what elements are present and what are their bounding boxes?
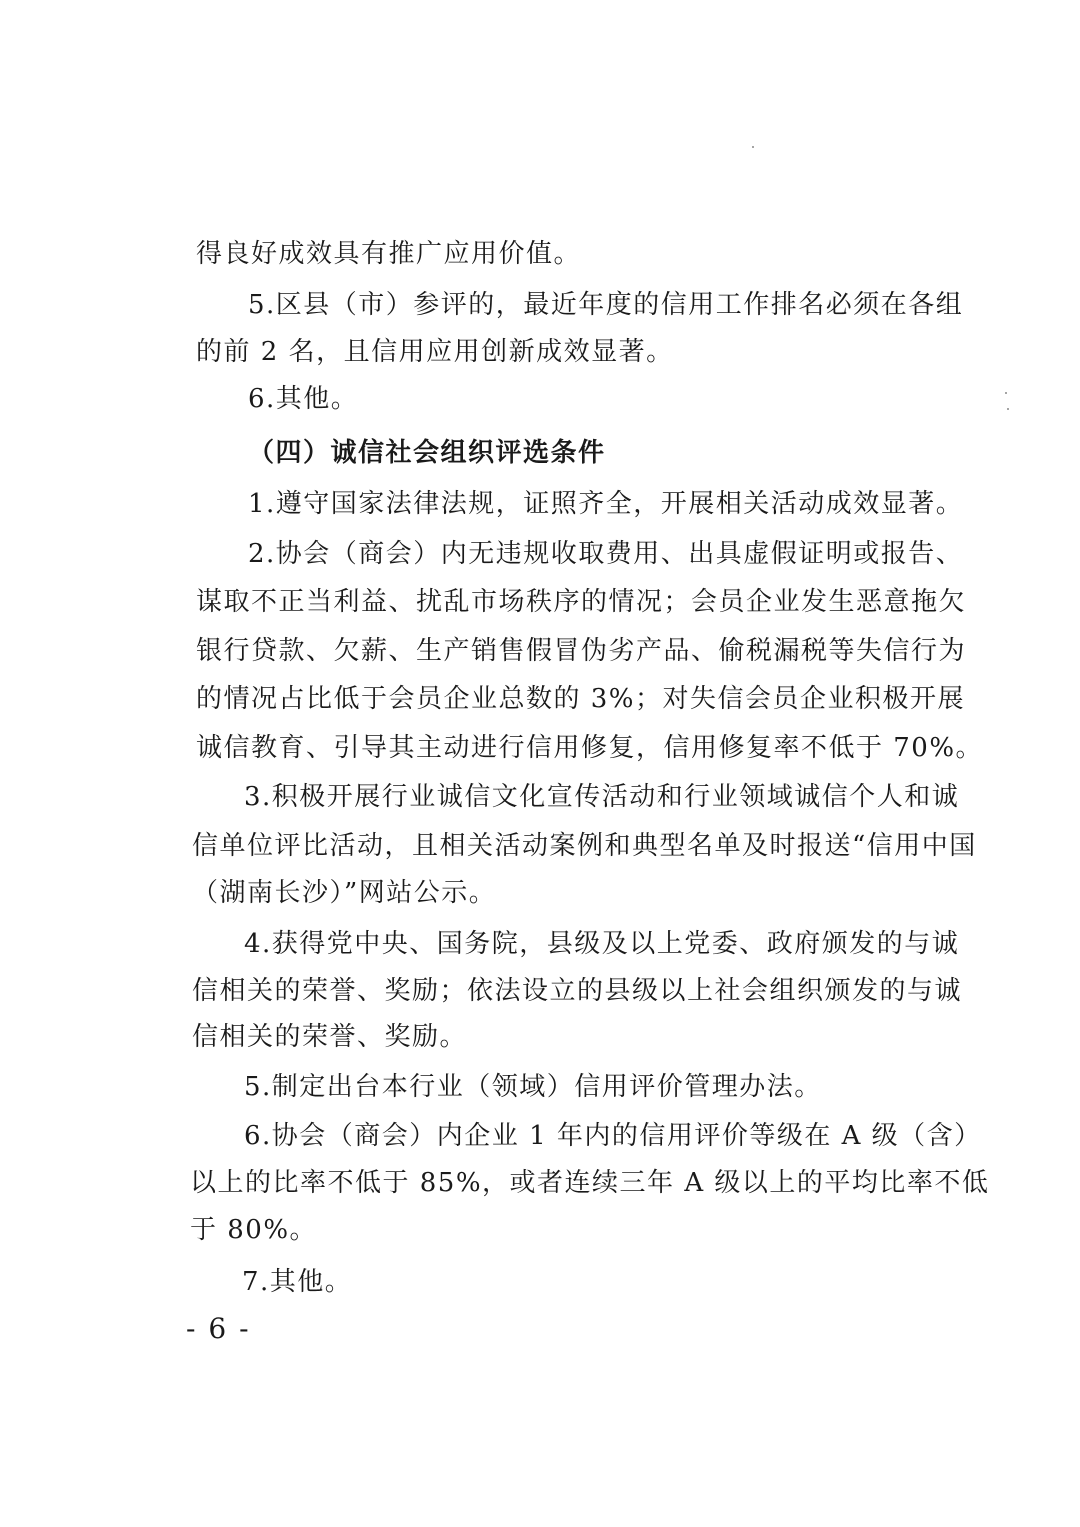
text-line-6: 1.遵守国家法律法规，证照齐全，开展相关活动成效显著。	[248, 489, 964, 519]
text-line-18: 5.制定出台本行业（领域）信用评价管理办法。	[244, 1072, 822, 1102]
text-line-19: 6.协会（商会）内企业 1 年内的信用评价等级在 A 级（含）	[244, 1121, 982, 1151]
text-line-3: 的前 2 名，且信用应用创新成效显著。	[196, 337, 674, 367]
page-number: - 6 -	[186, 1312, 251, 1345]
text-line-22: 7.其他。	[242, 1267, 353, 1297]
text-line-12: 3.积极开展行业诚信文化宣传活动和行业领域诚信个人和诚	[244, 782, 960, 812]
text-line-20: 以上的比率不低于 85%，或者连续三年 A 级以上的平均比率不低	[190, 1168, 990, 1198]
scan-speck	[752, 146, 754, 148]
text-line-17: 信相关的荣誉、奖励。	[192, 1022, 468, 1052]
scan-speck	[1007, 408, 1009, 410]
text-line-14: （湖南长沙）”网站公示。	[192, 878, 497, 908]
text-line-8: 谋取不正当利益、扰乱市场秩序的情况；会员企业发生恶意拖欠	[196, 587, 967, 617]
text-line-2: 5.区县（市）参评的，最近年度的信用工作排名必须在各组	[248, 290, 964, 320]
text-line-11: 诚信教育、引导其主动进行信用修复，信用修复率不低于 70%。	[196, 733, 984, 763]
text-line-10: 的情况占比低于会员企业总数的 3%；对失信会员企业积极开展	[196, 684, 966, 714]
text-line-13: 信单位评比活动，且相关活动案例和典型名单及时报送“信用中国	[192, 831, 977, 861]
text-line-9: 银行贷款、欠薪、生产销售假冒伪劣产品、偷税漏税等失信行为	[196, 636, 967, 666]
section-heading: （四）诚信社会组织评选条件	[248, 438, 606, 468]
text-line-4: 6.其他。	[248, 384, 359, 414]
text-line-16: 信相关的荣誉、奖励；依法设立的县级以上社会组织颁发的与诚	[192, 976, 963, 1006]
text-line-21: 于 80%。	[190, 1215, 318, 1245]
scan-speck	[1005, 392, 1007, 394]
text-line-7: 2.协会（商会）内无违规收取费用、出具虚假证明或报告、	[248, 539, 964, 569]
text-line-15: 4.获得党中央、国务院，县级及以上党委、政府颁发的与诚	[244, 929, 960, 959]
text-line-1: 得良好成效具有推广应用价值。	[196, 239, 582, 269]
